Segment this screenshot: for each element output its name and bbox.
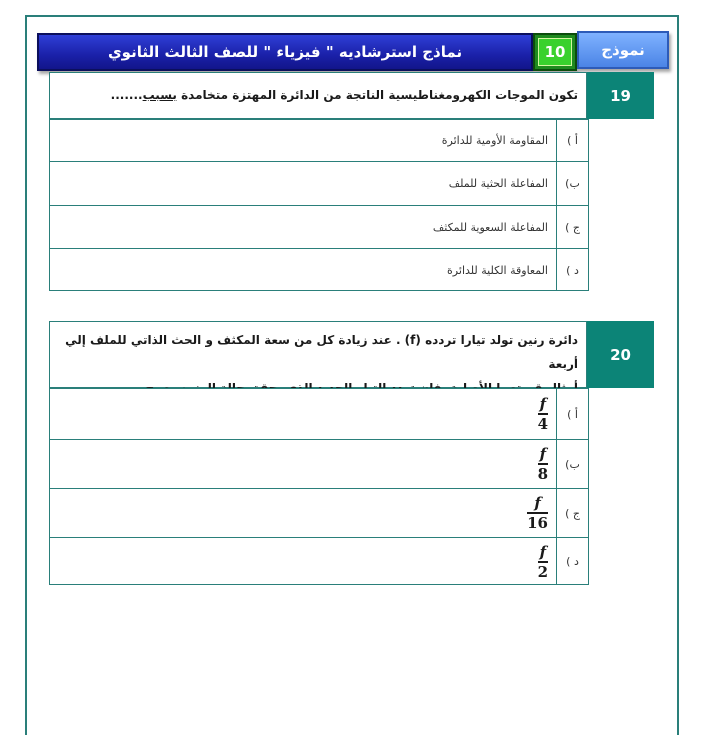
fraction-numerator: f [534, 494, 541, 512]
fraction-denominator: 8 [537, 465, 548, 483]
question-19-main: تكون الموجات الكهرومغناطيسية الناتجة من الدائرة المهتزة متخامدة [176, 88, 578, 102]
option-row[interactable] [50, 248, 588, 291]
fraction-denominator: 16 [527, 514, 548, 532]
option-row[interactable] [50, 389, 588, 439]
question-number-20: 20 [587, 321, 654, 388]
option-fraction [527, 489, 548, 537]
option-text: المعاوقة الكلية للدائرة [447, 263, 548, 277]
option-row[interactable] [50, 205, 588, 248]
option-row[interactable] [50, 537, 588, 585]
model-number: 10 [538, 38, 572, 66]
model-number-box [533, 33, 577, 71]
question-text-19 [49, 72, 587, 119]
question-20-options [49, 388, 589, 585]
fraction-numerator: f [539, 542, 547, 561]
question-19-underlined: بسبب [142, 88, 177, 102]
fraction-denominator: 4 [537, 415, 548, 433]
option-letter: ب) [556, 162, 588, 205]
question-19-options [49, 119, 589, 291]
option-letter: ج ) [556, 489, 588, 537]
fraction-denominator: 2 [537, 562, 548, 581]
option-text: المفاعلة الحثية للملف [448, 177, 548, 190]
option-row[interactable] [50, 120, 588, 161]
option-fraction [538, 440, 548, 488]
model-label-box [577, 31, 669, 69]
fraction-numerator: f [539, 445, 547, 463]
question-text-20 [49, 321, 587, 388]
option-row[interactable] [50, 161, 588, 205]
option-letter: ب) [556, 440, 588, 488]
title-banner [37, 33, 533, 71]
option-letter: د ) [556, 249, 588, 291]
option-fraction [538, 538, 548, 585]
option-text: المفاعلة السعوية للمكثف [432, 220, 548, 234]
question-19-tail: ....... [110, 88, 143, 102]
option-letter: أ ) [556, 389, 588, 439]
question-20-line1: دائرة رنين تولد تيارا تردده (f) . عند زيادة كل من سعة المكثف و الحث الذاتي للملف إلي أربعة [65, 333, 578, 371]
fraction-numerator: f [539, 395, 547, 413]
option-letter: ج ) [556, 206, 588, 248]
option-row[interactable] [50, 488, 588, 537]
option-letter: د ) [556, 538, 588, 585]
model-label: نموذج [601, 41, 645, 59]
option-letter: أ ) [556, 120, 588, 161]
option-fraction [538, 389, 548, 439]
question-number-19: 19 [587, 72, 654, 119]
option-row[interactable] [50, 439, 588, 488]
page-title: نماذج استرشاديه " فيزياء " للصف الثالث الثانوي [107, 43, 463, 61]
option-text: المقاومة الأومية للدائرة [441, 134, 548, 147]
